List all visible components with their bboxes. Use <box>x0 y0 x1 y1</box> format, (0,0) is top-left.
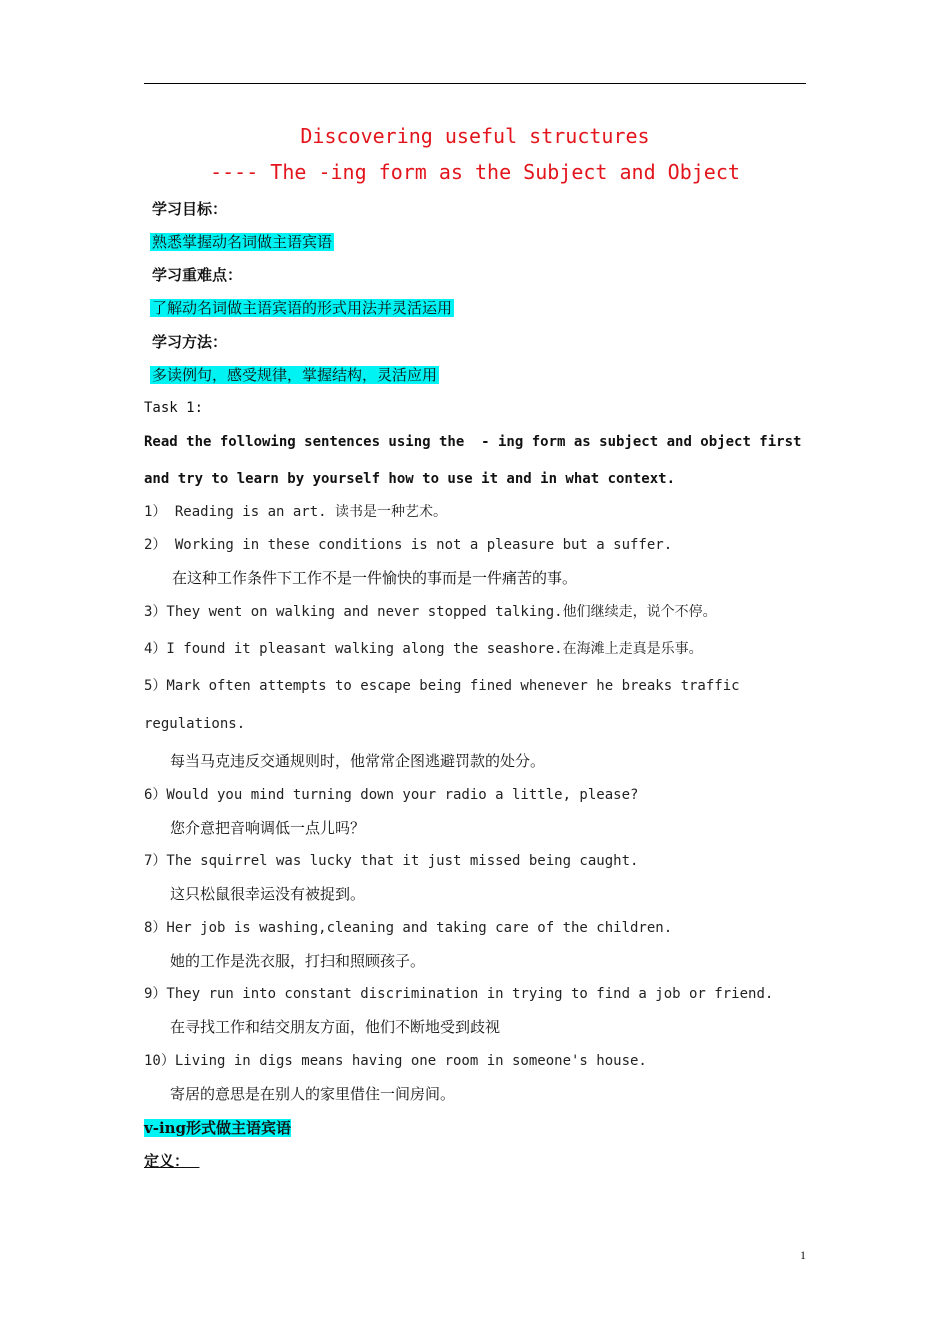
sentence-8-translation: 她的工作是洗衣服，打扫和照顾孩子。 <box>170 952 426 970</box>
sentence-7: 7）The squirrel was lucky that it just missed being caught. <box>144 853 639 869</box>
task-instruction-1: Read the following sentences using the - ing form as subject and object first <box>144 434 802 450</box>
key-points-label: 学习重难点： <box>152 266 243 284</box>
title-line-2: ---- The -ing form as the Subject and Object <box>210 160 740 184</box>
objectives-text: 熟悉掌握动名词做主语宾语 <box>152 233 333 251</box>
sentence-3: 3）They went on walking and never stopped talking.他们继续走，说个不停。 <box>144 604 717 620</box>
methods-label: 学习方法： <box>152 333 228 351</box>
sentence-1: 1） Reading is an art. 读书是一种艺术。 <box>144 504 448 520</box>
sentence-4: 4）I found it pleasant walking along the seashore.在海滩上走真是乐事。 <box>144 641 703 657</box>
sentence-5-translation: 每当马克违反交通规则时，他常常企图逃避罚款的处分。 <box>170 752 546 770</box>
sentence-6-translation: 您介意把音响调低一点儿吗？ <box>170 819 366 837</box>
methods-text: 多读例句，感受规律，掌握结构，灵活应用 <box>152 366 438 384</box>
sentence-8: 8）Her job is washing,cleaning and taking care of the children. <box>144 920 673 936</box>
key-points-text: 了解动名词做主语宾语的形式用法并灵活运用 <box>152 299 453 317</box>
summary-heading: v-ing形式做主语宾语 <box>144 1119 292 1137</box>
sentence-2: 2） Working in these conditions is not a pleasure but a suffer. <box>144 537 673 553</box>
sentence-9: 9）They run into constant discrimination in trying to find a job or friend. <box>144 986 774 1002</box>
task-heading: Task 1: <box>144 400 204 416</box>
definition-label: 定义： <box>144 1152 190 1170</box>
task-instruction-2: and try to learn by yourself how to use it and in what context. <box>144 471 676 487</box>
objectives-label: 学习目标： <box>152 200 228 218</box>
sentence-10: 10）Living in digs means having one room in someone's house. <box>144 1053 647 1069</box>
sentence-6: 6）Would you mind turning down your radio a little, please? <box>144 787 639 803</box>
sentence-5: 5）Mark often attempts to escape being fined whenever he breaks traffic <box>144 678 740 694</box>
sentence-5-continued: regulations. <box>144 716 246 732</box>
header-rule <box>144 83 806 84</box>
sentence-10-translation: 寄居的意思是在别人的家里借住一间房间。 <box>170 1085 456 1103</box>
sentence-7-translation: 这只松鼠很幸运没有被捉到。 <box>170 885 366 903</box>
sentence-9-translation: 在寻找工作和结交朋友方面，他们不断地受到歧视 <box>170 1018 501 1036</box>
title-line-1: Discovering useful structures <box>300 124 650 148</box>
sentence-2-translation: 在这种工作条件下工作不是一件愉快的事而是一件痛苦的事。 <box>172 569 578 587</box>
page-number: 1 <box>800 1248 806 1262</box>
